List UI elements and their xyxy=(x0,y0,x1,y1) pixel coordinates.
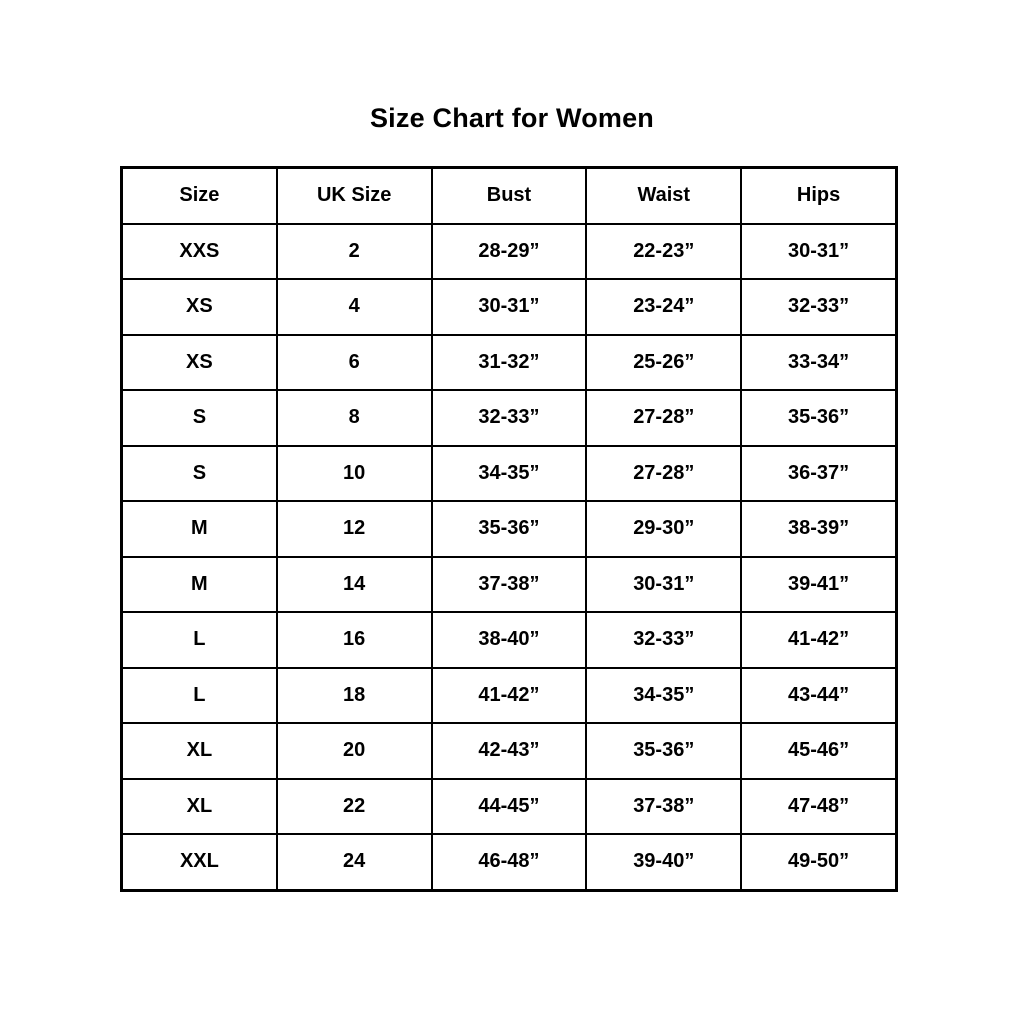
table-cell: 42-43” xyxy=(432,723,587,779)
table-cell: 20 xyxy=(277,723,432,779)
table-cell: XXS xyxy=(122,224,277,280)
table-cell: XS xyxy=(122,279,277,335)
table-cell: 35-36” xyxy=(432,501,587,557)
table-cell: 4 xyxy=(277,279,432,335)
table-cell: 16 xyxy=(277,612,432,668)
table-cell: 28-29” xyxy=(432,224,587,280)
table-cell: 34-35” xyxy=(432,446,587,502)
table-cell: 43-44” xyxy=(741,668,896,724)
table-cell: 25-26” xyxy=(586,335,741,391)
table-cell: 8 xyxy=(277,390,432,446)
table-cell: 27-28” xyxy=(586,390,741,446)
table-row xyxy=(122,834,897,890)
table-cell: 38-39” xyxy=(741,501,896,557)
table-cell: S xyxy=(122,390,277,446)
table-cell: M xyxy=(122,557,277,613)
table-cell: 46-48” xyxy=(432,834,587,890)
table-cell: 37-38” xyxy=(586,779,741,835)
header-row xyxy=(122,168,897,224)
table-header xyxy=(122,168,897,224)
table-cell: 12 xyxy=(277,501,432,557)
table-cell: 27-28” xyxy=(586,446,741,502)
table-cell: 47-48” xyxy=(741,779,896,835)
table-cell: 41-42” xyxy=(432,668,587,724)
table-cell: 29-30” xyxy=(586,501,741,557)
table-cell: 22 xyxy=(277,779,432,835)
table-row xyxy=(122,390,897,446)
table-cell: 23-24” xyxy=(586,279,741,335)
table-cell: XXL xyxy=(122,834,277,890)
table-cell: 45-46” xyxy=(741,723,896,779)
column-header-waist: Waist xyxy=(586,168,741,224)
table-cell: S xyxy=(122,446,277,502)
size-chart-table xyxy=(120,166,898,892)
table-row xyxy=(122,224,897,280)
table-row xyxy=(122,279,897,335)
table-cell: 30-31” xyxy=(586,557,741,613)
table-cell: 34-35” xyxy=(586,668,741,724)
table-cell: 35-36” xyxy=(586,723,741,779)
table-cell: 18 xyxy=(277,668,432,724)
table-cell: 10 xyxy=(277,446,432,502)
table-cell: 35-36” xyxy=(741,390,896,446)
table-cell: L xyxy=(122,612,277,668)
table-row xyxy=(122,446,897,502)
table-cell: 38-40” xyxy=(432,612,587,668)
table-body xyxy=(122,224,897,891)
column-header-hips: Hips xyxy=(741,168,896,224)
table-row xyxy=(122,668,897,724)
table-cell: 6 xyxy=(277,335,432,391)
table-cell: 49-50” xyxy=(741,834,896,890)
table-row xyxy=(122,612,897,668)
table-cell: XL xyxy=(122,723,277,779)
table-cell: 32-33” xyxy=(432,390,587,446)
page-title: Size Chart for Women xyxy=(369,103,655,133)
table-cell: 24 xyxy=(277,834,432,890)
table-cell: 39-40” xyxy=(586,834,741,890)
table-row xyxy=(122,723,897,779)
table-row xyxy=(122,557,897,613)
column-header-bust: Bust xyxy=(432,168,587,224)
table-cell: M xyxy=(122,501,277,557)
table-cell: 32-33” xyxy=(586,612,741,668)
table-cell: 31-32” xyxy=(432,335,587,391)
table-cell: 44-45” xyxy=(432,779,587,835)
column-header-uk-size: UK Size xyxy=(277,168,432,224)
table-cell: 30-31” xyxy=(741,224,896,280)
table-cell: XS xyxy=(122,335,277,391)
table-cell: 14 xyxy=(277,557,432,613)
table-cell: L xyxy=(122,668,277,724)
table-row xyxy=(122,335,897,391)
table-cell: XL xyxy=(122,779,277,835)
table-cell: 32-33” xyxy=(741,279,896,335)
table-cell: 22-23” xyxy=(586,224,741,280)
table-row xyxy=(122,501,897,557)
table-cell: 33-34” xyxy=(741,335,896,391)
table-cell: 41-42” xyxy=(741,612,896,668)
table-cell: 30-31” xyxy=(432,279,587,335)
table-cell: 39-41” xyxy=(741,557,896,613)
table-cell: 37-38” xyxy=(432,557,587,613)
column-header-size: Size xyxy=(122,168,277,224)
table-cell: 36-37” xyxy=(741,446,896,502)
table-row xyxy=(122,779,897,835)
table-cell: 2 xyxy=(277,224,432,280)
